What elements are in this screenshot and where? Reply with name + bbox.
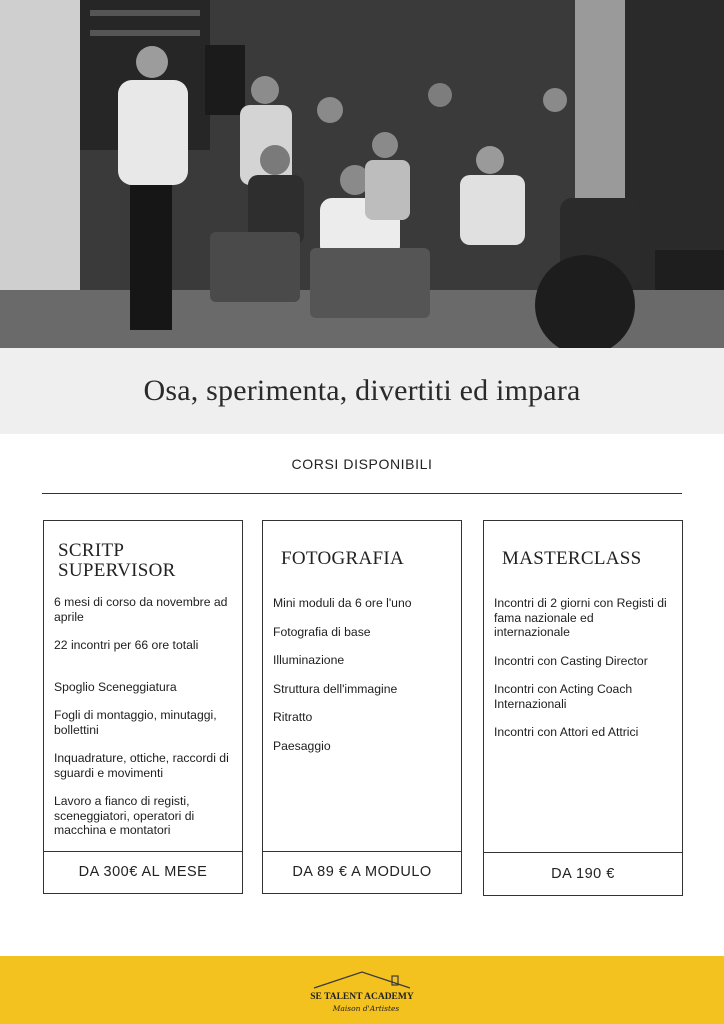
card-title-line: MASTERCLASS	[502, 548, 642, 569]
card-line: Incontri con Attori ed Attrici	[494, 725, 639, 739]
card-line: Incontri di 2 giorni con Registi di fama nazionale ed internazionale	[494, 596, 667, 639]
card-title-line: FOTOGRAFIA	[281, 548, 405, 569]
card-line: Illuminazione	[273, 653, 345, 667]
card-line: Struttura dell'immagine	[273, 681, 398, 696]
logo-text: SE TALENT ACADEMY	[310, 992, 414, 1002]
card-lines	[54, 595, 232, 838]
card-price: DA 89 € A MODULO	[263, 851, 461, 893]
card-line: 22 incontri per 66 ore totali	[54, 638, 199, 652]
event-photo-illustration	[0, 0, 724, 348]
academy-logo	[300, 964, 424, 1018]
card-line: Ritratto	[273, 710, 313, 724]
card-line: Incontri con Acting Coach Internazionali	[494, 682, 633, 711]
card-price: DA 190 €	[484, 852, 682, 896]
course-card-fotografia	[262, 520, 462, 894]
card-title-line: SCRITP	[58, 540, 125, 561]
card-line: 6 mesi di corso da novembre ad aprile	[54, 595, 228, 624]
card-lines	[273, 596, 451, 753]
logo-script: Maison d'Artistes	[332, 1004, 400, 1013]
card-line: Fotografia di base	[273, 624, 371, 639]
card-line: Mini moduli da 6 ore l'uno	[273, 596, 412, 610]
tagline-band	[0, 348, 724, 434]
header-photo	[0, 0, 724, 348]
card-lines	[494, 596, 672, 740]
card-line: Paesaggio	[273, 738, 331, 753]
card-line: Spoglio Sceneggiatura	[54, 679, 177, 694]
card-title	[494, 521, 672, 569]
course-card-masterclass	[483, 520, 683, 896]
card-line: Lavoro a fianco di registi, sceneggiatori, operatori di macchina e montatori	[54, 794, 195, 837]
card-title	[273, 521, 451, 569]
section-title: CORSI DISPONIBILI	[291, 456, 433, 472]
card-title	[54, 521, 232, 581]
card-line: Fogli di montaggio, minutaggi, bollettini	[54, 708, 217, 737]
footer-band	[0, 956, 724, 1024]
tagline: Osa, sperimenta, divertiti ed impara	[143, 374, 581, 407]
card-line: Incontri con Casting Director	[494, 653, 648, 668]
card-price: DA 300€ AL MESE	[44, 851, 242, 893]
course-card-script-supervisor	[43, 520, 243, 894]
card-line: Inquadrature, ottiche, raccordi di sguardi e movimenti	[54, 751, 229, 780]
card-title-line: SUPERVISOR	[58, 560, 176, 581]
section-divider	[42, 493, 682, 494]
